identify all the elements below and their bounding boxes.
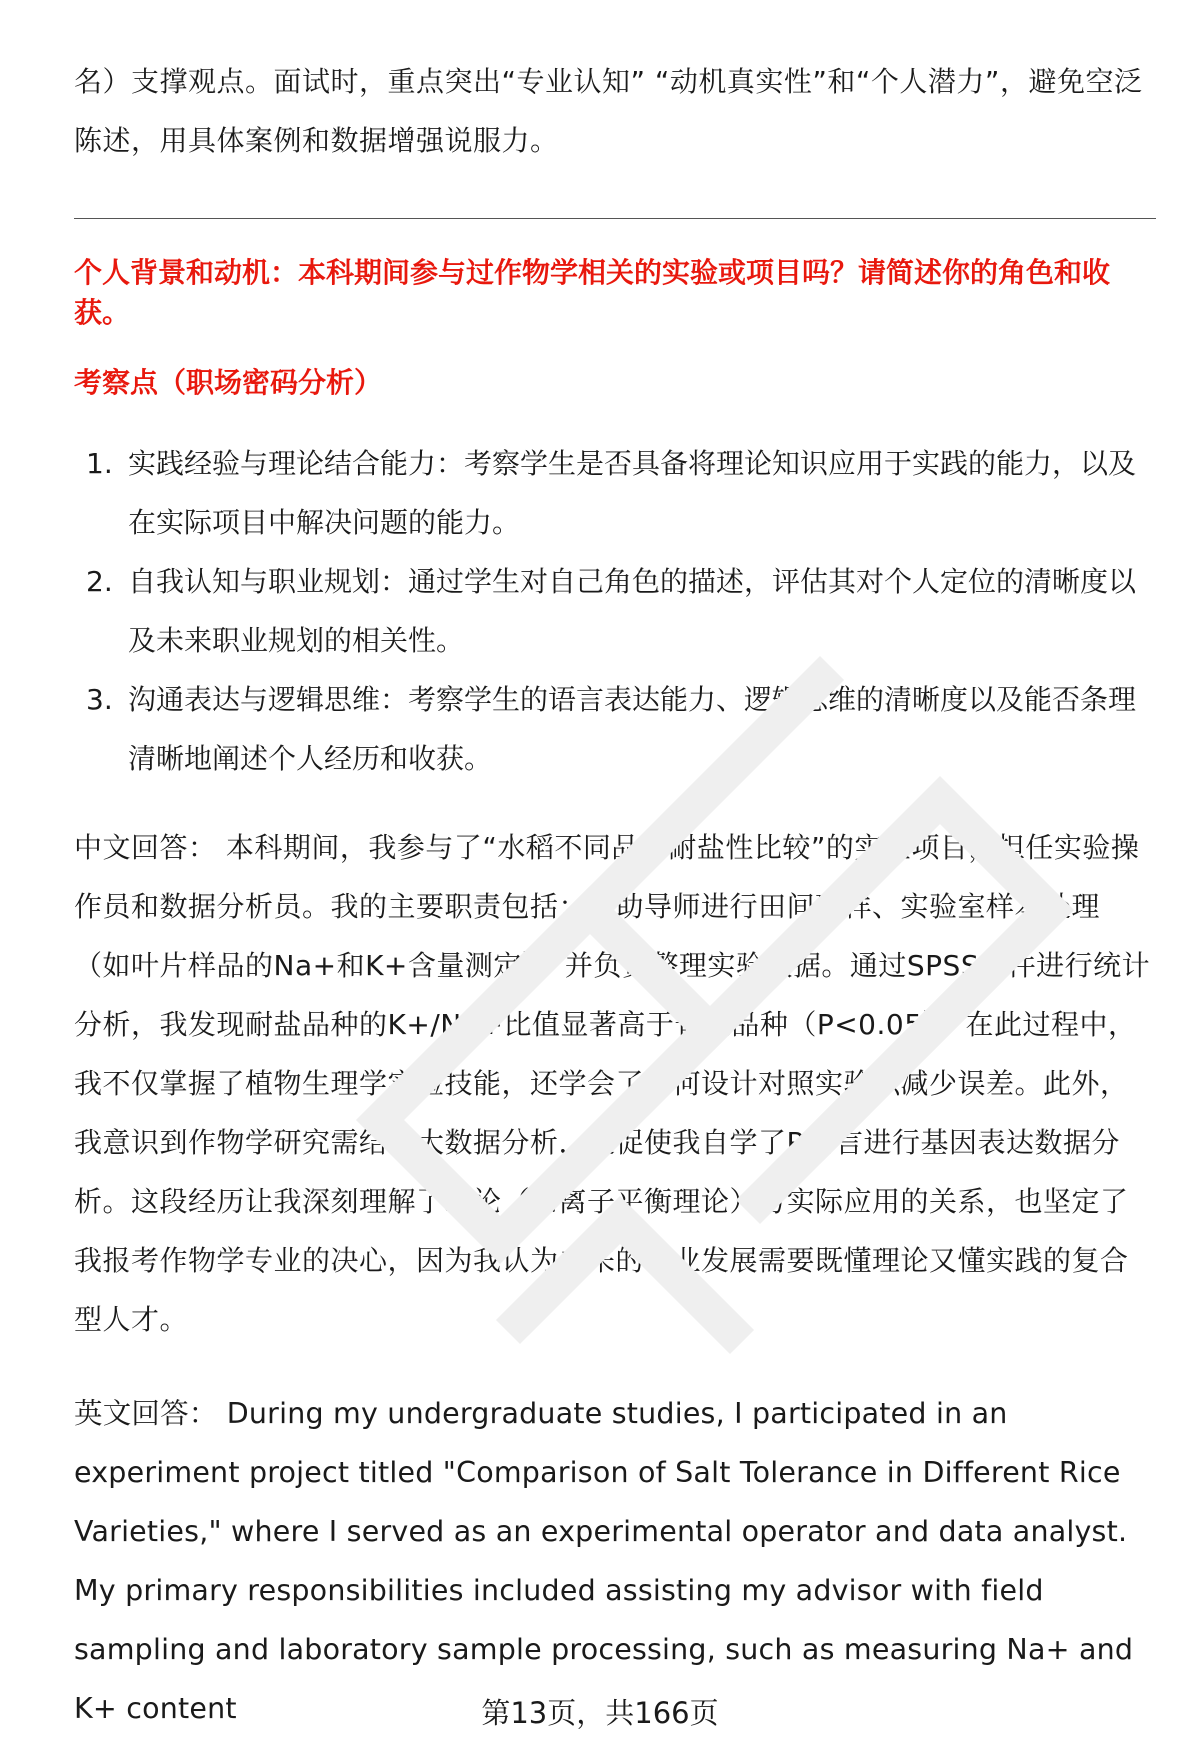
list-item-number: 3.: [86, 683, 113, 716]
section-divider: [74, 218, 1156, 219]
list-item: [74, 670, 1156, 788]
list-item: [74, 434, 1156, 552]
list-item: [74, 552, 1156, 670]
assessment-list: [74, 434, 1156, 788]
list-item-number: 2.: [86, 565, 113, 598]
intro-paragraph: 名）支撑观点。面试时，重点突出“专业认知” “动机真实性”和“个人潜力”，避免空泛陈述，用具体案例和数据增强说服力。: [74, 65, 1143, 157]
question-title: 个人背景和动机：本科期间参与过作物学相关的实验或项目吗？请简述你的角色和收获。: [74, 256, 1111, 329]
page-footer: 第13页，共166页: [481, 1696, 719, 1730]
list-item-text: 实践经验与理论结合能力：考察学生是否具备将理论知识应用于实践的能力，以及在实际项目中解决问题的能力。: [128, 447, 1137, 539]
english-answer: 英文回答： During my undergraduate studies, I participated in an experiment project titled "Comparison of Salt Tolerance in Different Rice Varieties," where I served as an experimental operator and data analyst. My primary responsibilities included assisting my advisor with field sampling and laboratory sample processing, such as measuring Na+ and K+ content: [74, 1397, 1134, 1725]
list-item-text: 自我认知与职业规划：通过学生对自己角色的描述，评估其对个人定位的清晰度以及未来职业规划的相关性。: [128, 565, 1137, 657]
assessment-heading: 考察点（职场密码分析）: [74, 366, 383, 399]
list-item-text: 沟通表达与逻辑思维：考察学生的语言表达能力、逻辑思维的清晰度以及能否条理清晰地阐述个人经历和收获。: [128, 683, 1137, 775]
chinese-answer: 中文回答： 本科期间，我参与了“水稻不同品种耐盐性比较”的实验项目，担任实验操作员和数据分析员。我的主要职责包括：协助导师进行田间取样、实验室样本处理（如叶片样品的Na+和K+含量测定），并负责整理实验数据。通过SPSS软件进行统计分析，我发现耐盐品种的K+/Na+比值显著高于普通品种（P<0.05）。在此过程中，我不仅掌握了植物生理学实验技能，还学会了如何设计对照实验以减少误差。此外，我意识到作物学研究需结合大数据分析，这促使我自学了R语言进行基因表达数据分析。这段经历让我深刻理解了理论（如离子平衡理论）与实际应用的关系，也坚定了我报考作物学专业的决心，因为我认为未来的农业发展需要既懂理论又懂实践的复合型人才。: [74, 831, 1151, 1336]
list-item-number: 1.: [86, 447, 113, 480]
